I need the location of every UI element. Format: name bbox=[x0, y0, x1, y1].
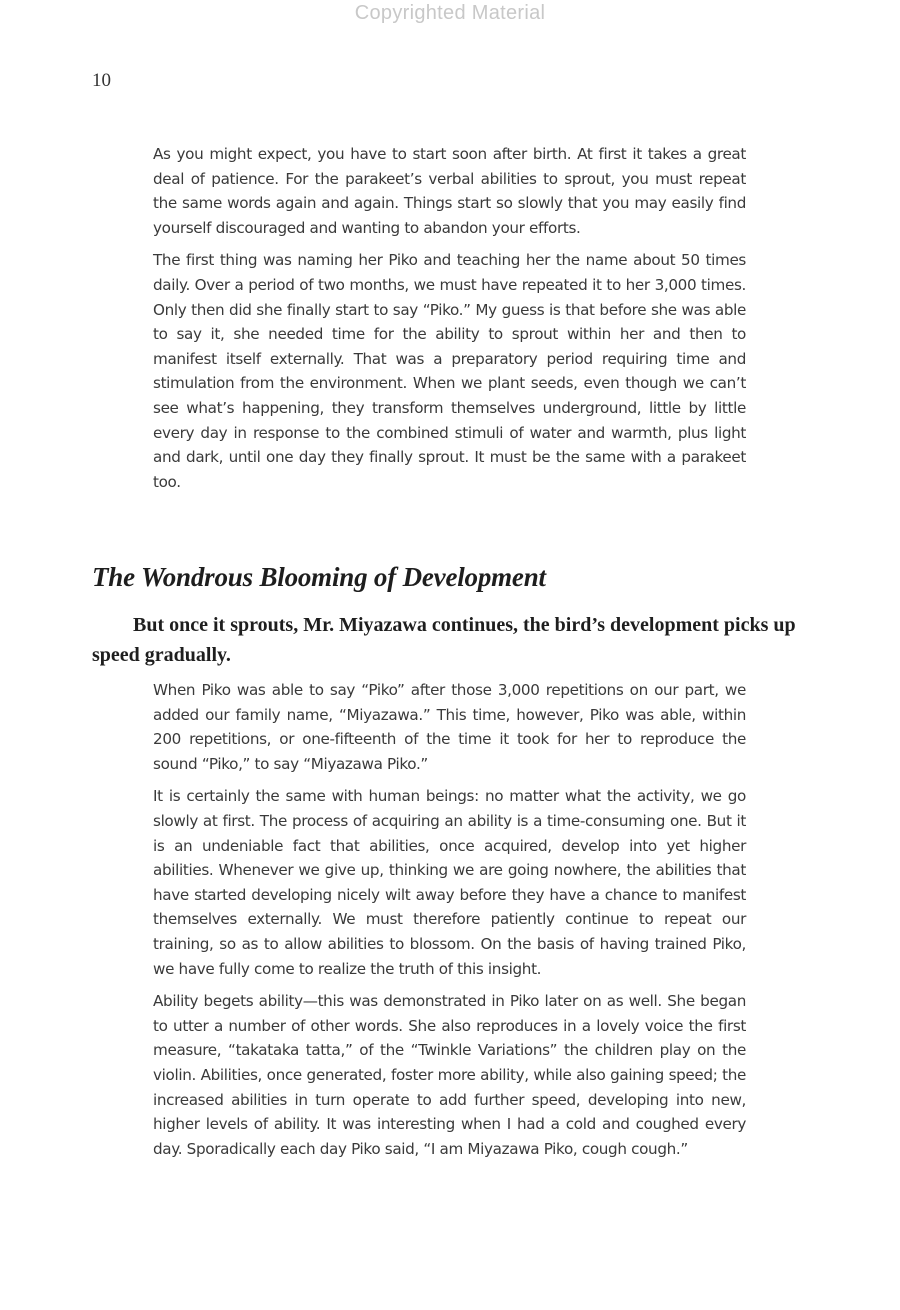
paragraph: Ability begets ability—this was demonstrated in Piko later on as well. She began to utter a number of other words. She also reproduces in a lovely voice the first measure, “takataka tatta,” of the “Twinkle Variations” the children play on the violin. Abilities, once generated, foster more ability, while also gaining speed; the increased abilities in turn operate to add further speed, developing into new, higher levels of ability. It was interesting when I had a cold and coughed every day. Sporadically each day Piko said, “I am Miyazawa Piko, cough cough.” bbox=[153, 992, 746, 1158]
section-heading: The Wondrous Blooming of Development bbox=[92, 562, 546, 592]
quoted-block-1 bbox=[153, 142, 746, 502]
quoted-block-2 bbox=[153, 678, 746, 1169]
paragraph: When Piko was able to say “Piko” after those 3,000 repetitions on our part, we added our family name, “Miyazawa.” This time, however, Piko was able, within 200 repetitions, or one-fifteenth of the time it took for her to reproduce the sound “Piko,” to say “Miyazawa Piko.” bbox=[153, 681, 746, 773]
lead-paragraph: But once it sprouts, Mr. Miyazawa continues, the bird’s development picks up speed gradually. bbox=[92, 614, 796, 666]
paragraph: It is certainly the same with human beings: no matter what the activity, we go slowly at first. The process of acquiring an ability is a time-consuming one. But it is an undeniable fact that abilities, once acquired, develop into yet higher abilities. Whenever we give up, thinking we are going nowhere, the abilities that have started developing nicely wilt away before they have a chance to manifest themselves externally. We must therefore patiently continue to repeat our training, so as to allow abilities to blossom. On the basis of having trained Piko, we have fully come to realize the truth of this insight. bbox=[153, 787, 746, 978]
paragraph: As you might expect, you have to start soon after birth. At first it takes a great deal of patience. For the parakeet’s verbal abilities to sprout, you must repeat the same words again and again. Things start so slowly that you may easily find yourself discouraged and wanting to abandon your efforts. bbox=[153, 145, 746, 237]
copyright-watermark: Copyrighted Material bbox=[354, 2, 546, 24]
page-number: 10 bbox=[92, 70, 111, 91]
paragraph: The first thing was naming her Piko and teaching her the name about 50 times daily. Over a period of two months, we must have repeated it to her 3,000 times. Only then did she finally start to say “Piko.” My guess is that before she was able to say it, she needed time for the ability to sprout within her and then to manifest itself externally. That was a preparatory period requiring time and stimulation from the environment. When we plant seeds, even though we can’t see what’s happening, they transform themselves underground, little by little every day in response to the combined stimuli of water and warmth, plus light and dark, until one day they finally sprout. It must be the same with a parakeet too. bbox=[153, 251, 746, 491]
